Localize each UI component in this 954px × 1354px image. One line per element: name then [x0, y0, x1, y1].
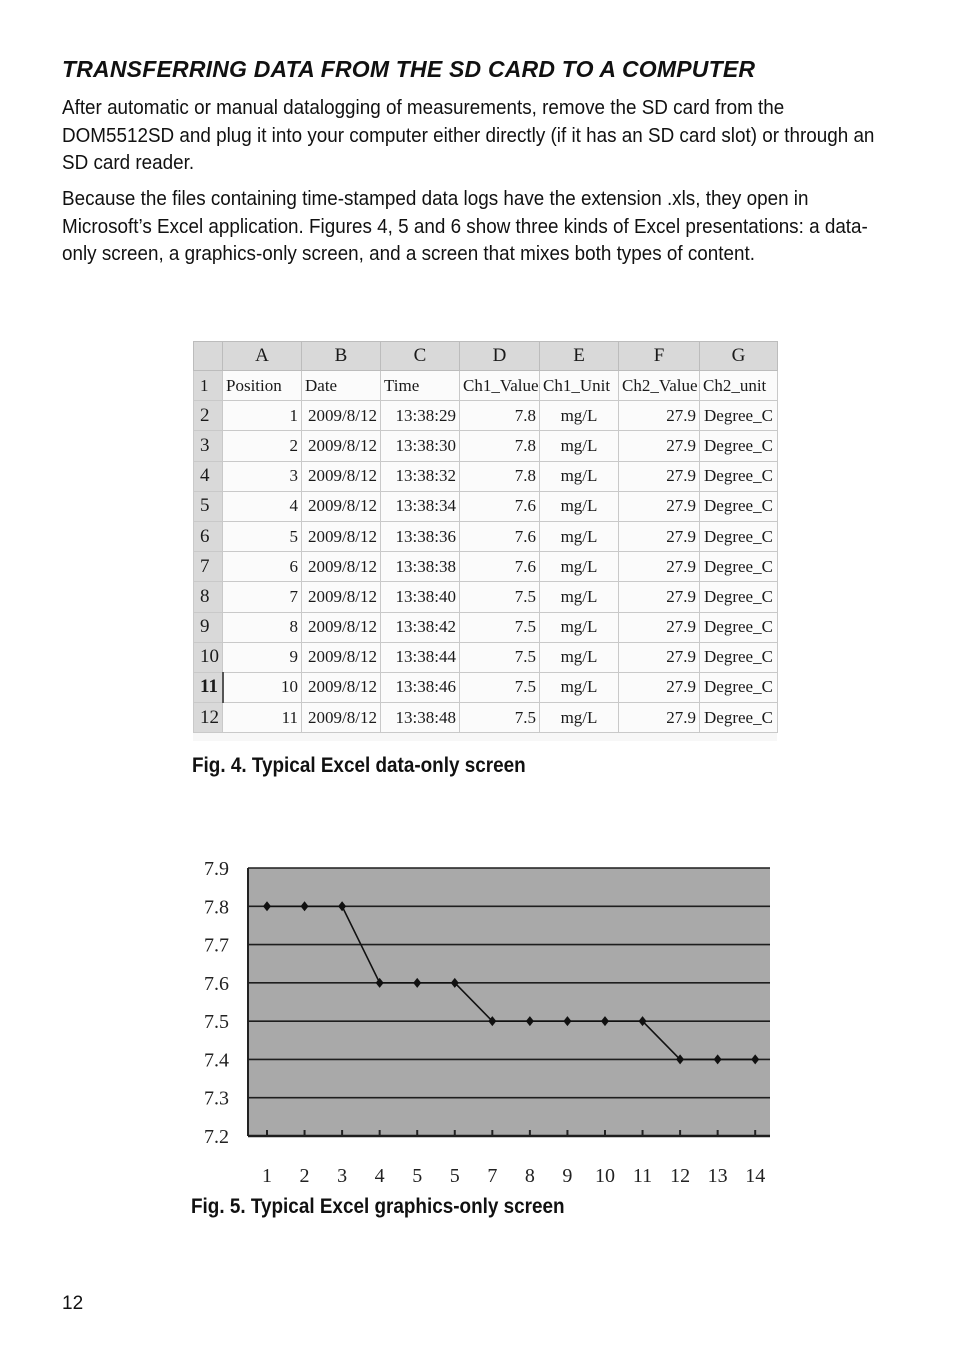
cell[interactable]: 4: [223, 491, 302, 521]
cell[interactable]: 7.8: [460, 461, 540, 491]
cell[interactable]: 27.9: [619, 703, 700, 733]
cell[interactable]: 13:38:44: [381, 642, 460, 672]
cell[interactable]: Degree_C: [700, 642, 778, 672]
cell[interactable]: 8: [223, 612, 302, 642]
cell[interactable]: 13:38:42: [381, 612, 460, 642]
table-row: [194, 401, 778, 431]
cell[interactable]: 6: [223, 552, 302, 582]
cell[interactable]: 27.9: [619, 461, 700, 491]
y-axis-ticks: [204, 858, 229, 1148]
cell-header[interactable]: Ch2_unit: [700, 371, 778, 401]
table-row: [194, 703, 778, 733]
cell-header[interactable]: Position: [223, 371, 302, 401]
cell[interactable]: 11: [223, 703, 302, 733]
y-tick-label: 7.2: [204, 1126, 229, 1148]
select-all-corner[interactable]: [194, 342, 223, 371]
cell[interactable]: 2009/8/12: [302, 612, 381, 642]
page-number: 12: [62, 1293, 84, 1314]
cell[interactable]: 13:38:46: [381, 672, 460, 702]
y-tick-label: 7.5: [204, 1011, 229, 1034]
cell[interactable]: mg/L: [540, 703, 619, 733]
cell[interactable]: 3: [223, 461, 302, 491]
cell[interactable]: Degree_C: [700, 552, 778, 582]
cell[interactable]: 2009/8/12: [302, 582, 381, 612]
x-tick-label: 14: [745, 1165, 766, 1187]
paragraph-intro: After automatic or manual datalogging of measurements, remove the SD card from the DOM5512SD and plug it into your computer either directly (if it has an SD card slot) or through an SD card reader.: [62, 96, 875, 174]
cell[interactable]: 2009/8/12: [302, 521, 381, 551]
table-row: [194, 582, 778, 612]
cell[interactable]: 10: [223, 672, 302, 702]
table-row: [194, 672, 778, 702]
row-header[interactable]: 3: [194, 431, 223, 461]
cell[interactable]: Degree_C: [700, 461, 778, 491]
plot-area: [248, 868, 770, 1136]
row-header[interactable]: 4: [194, 461, 223, 491]
paragraph-excel: Because the files containing time-stamped data logs have the extension .xls, they open in Microsoft’s Excel application. Figures 4, 5 and 6 show three kinds of Excel presentations: a data-only screen, a graphics-only screen, and a screen that mixes both types of content.: [62, 187, 868, 265]
table-row: [194, 491, 778, 521]
cell[interactable]: mg/L: [540, 672, 619, 702]
line-chart: [190, 852, 790, 1192]
cell[interactable]: 27.9: [619, 552, 700, 582]
cell[interactable]: 7.6: [460, 491, 540, 521]
cell[interactable]: mg/L: [540, 552, 619, 582]
cell[interactable]: 13:38:29: [381, 401, 460, 431]
cell[interactable]: 7.5: [460, 612, 540, 642]
cell[interactable]: Degree_C: [700, 582, 778, 612]
row-header[interactable]: 5: [194, 491, 223, 521]
cell[interactable]: mg/L: [540, 401, 619, 431]
row-header[interactable]: 1: [194, 371, 223, 401]
cell[interactable]: 2009/8/12: [302, 703, 381, 733]
cell[interactable]: Degree_C: [700, 612, 778, 642]
column-header-row: [194, 342, 778, 371]
cell[interactable]: 7.5: [460, 582, 540, 612]
cell[interactable]: Degree_C: [700, 401, 778, 431]
y-tick-label: 7.4: [204, 1049, 229, 1072]
cell[interactable]: 27.9: [619, 612, 700, 642]
cell[interactable]: Degree_C: [700, 521, 778, 551]
cell[interactable]: 2009/8/12: [302, 491, 381, 521]
column-header-a[interactable]: A: [223, 342, 302, 371]
row-header[interactable]: 2: [194, 401, 223, 431]
cell[interactable]: 2009/8/12: [302, 672, 381, 702]
cell[interactable]: 7.5: [460, 703, 540, 733]
cell[interactable]: 27.9: [619, 521, 700, 551]
x-tick-label: 1: [262, 1165, 272, 1187]
y-tick-label: 7.3: [204, 1087, 229, 1110]
column-header-g[interactable]: G: [700, 342, 778, 371]
x-tick-label: 4: [374, 1165, 385, 1187]
cell[interactable]: 13:38:38: [381, 552, 460, 582]
column-header-b[interactable]: B: [302, 342, 381, 371]
x-tick-label: 2: [299, 1165, 310, 1187]
y-tick-label: 7.7: [204, 934, 229, 957]
cell[interactable]: 2: [223, 431, 302, 461]
cell[interactable]: 2009/8/12: [302, 431, 381, 461]
table-row: [194, 612, 778, 642]
cell[interactable]: 27.9: [619, 582, 700, 612]
cell[interactable]: mg/L: [540, 582, 619, 612]
column-header-e[interactable]: E: [540, 342, 619, 371]
cell[interactable]: 7.6: [460, 521, 540, 551]
y-tick-label: 7.9: [204, 858, 229, 880]
cell[interactable]: mg/L: [540, 642, 619, 672]
cell[interactable]: 1: [223, 401, 302, 431]
table-row: [194, 521, 778, 551]
x-axis-ticks: [262, 1130, 765, 1187]
cell[interactable]: Degree_C: [700, 431, 778, 461]
cell[interactable]: 7: [223, 582, 302, 612]
x-tick-label: 5: [412, 1165, 423, 1187]
x-tick-label: 8: [524, 1165, 535, 1187]
cell[interactable]: 27.9: [619, 401, 700, 431]
x-tick-label: 13: [707, 1165, 728, 1187]
row-header[interactable]: 12: [194, 703, 223, 733]
cell[interactable]: 27.9: [619, 672, 700, 702]
cell[interactable]: 9: [223, 642, 302, 672]
cell[interactable]: 13:38:30: [381, 431, 460, 461]
row-header[interactable]: 10: [194, 642, 223, 672]
x-tick-label: 10: [594, 1165, 615, 1187]
section-heading: TRANSFERRING DATA FROM THE SD CARD TO A COMPUTER: [62, 56, 756, 82]
row-header[interactable]: 9: [194, 612, 223, 642]
x-tick-label: 3: [337, 1165, 348, 1187]
spreadsheet-table: [193, 341, 778, 733]
table-row: [194, 461, 778, 491]
cell-header[interactable]: Time: [381, 371, 460, 401]
cell[interactable]: 7.8: [460, 431, 540, 461]
cell[interactable]: 2009/8/12: [302, 461, 381, 491]
row-header[interactable]: 7: [194, 552, 223, 582]
column-header-c[interactable]: C: [381, 342, 460, 371]
x-tick-label: 12: [670, 1165, 691, 1187]
cell[interactable]: 13:38:32: [381, 461, 460, 491]
cell[interactable]: Degree_C: [700, 491, 778, 521]
figure-5-caption: Fig. 5. Typical Excel graphics-only screen: [191, 1195, 565, 1218]
plot-background: [248, 868, 770, 1136]
table-row: [194, 552, 778, 582]
row-header[interactable]: 11: [194, 672, 223, 702]
cell[interactable]: mg/L: [540, 431, 619, 461]
cell-header[interactable]: Ch1_Value: [460, 371, 540, 401]
x-tick-label: 9: [562, 1165, 573, 1187]
cell[interactable]: 2009/8/12: [302, 401, 381, 431]
cell-header[interactable]: Date: [302, 371, 381, 401]
cell[interactable]: 7.8: [460, 401, 540, 431]
cell[interactable]: 27.9: [619, 642, 700, 672]
cell[interactable]: 13:38:34: [381, 491, 460, 521]
cell[interactable]: 13:38:36: [381, 521, 460, 551]
cell-header[interactable]: Ch1_Unit: [540, 371, 619, 401]
y-tick-label: 7.6: [204, 972, 229, 995]
figure-4-caption: Fig. 4. Typical Excel data-only screen: [192, 754, 526, 777]
spreadsheet-figure: [193, 341, 777, 741]
cell-header[interactable]: Ch2_Value: [619, 371, 700, 401]
cell[interactable]: Degree_C: [700, 703, 778, 733]
cell[interactable]: 13:38:40: [381, 582, 460, 612]
cell[interactable]: mg/L: [540, 612, 619, 642]
cell[interactable]: Degree_C: [700, 672, 778, 702]
cell[interactable]: mg/L: [540, 491, 619, 521]
x-tick-label: 5: [449, 1165, 460, 1187]
cell[interactable]: 27.9: [619, 491, 700, 521]
spreadsheet-body: [194, 371, 778, 733]
cell[interactable]: 2009/8/12: [302, 642, 381, 672]
cell[interactable]: mg/L: [540, 461, 619, 491]
cell[interactable]: 5: [223, 521, 302, 551]
cell[interactable]: 7.5: [460, 642, 540, 672]
row-header[interactable]: 8: [194, 582, 223, 612]
column-header-d[interactable]: D: [460, 342, 540, 371]
cell[interactable]: 7.5: [460, 672, 540, 702]
x-tick-label: 11: [632, 1165, 653, 1187]
cell[interactable]: 27.9: [619, 431, 700, 461]
cell[interactable]: mg/L: [540, 521, 619, 551]
table-row: [194, 642, 778, 672]
cell[interactable]: 2009/8/12: [302, 552, 381, 582]
column-header-f[interactable]: F: [619, 342, 700, 371]
x-tick-label: 7: [487, 1165, 498, 1187]
table-row: [194, 431, 778, 461]
row-header[interactable]: 6: [194, 521, 223, 551]
table-row: [194, 371, 778, 401]
y-tick-label: 7.8: [204, 896, 229, 919]
cell[interactable]: 7.6: [460, 552, 540, 582]
cell[interactable]: 13:38:48: [381, 703, 460, 733]
